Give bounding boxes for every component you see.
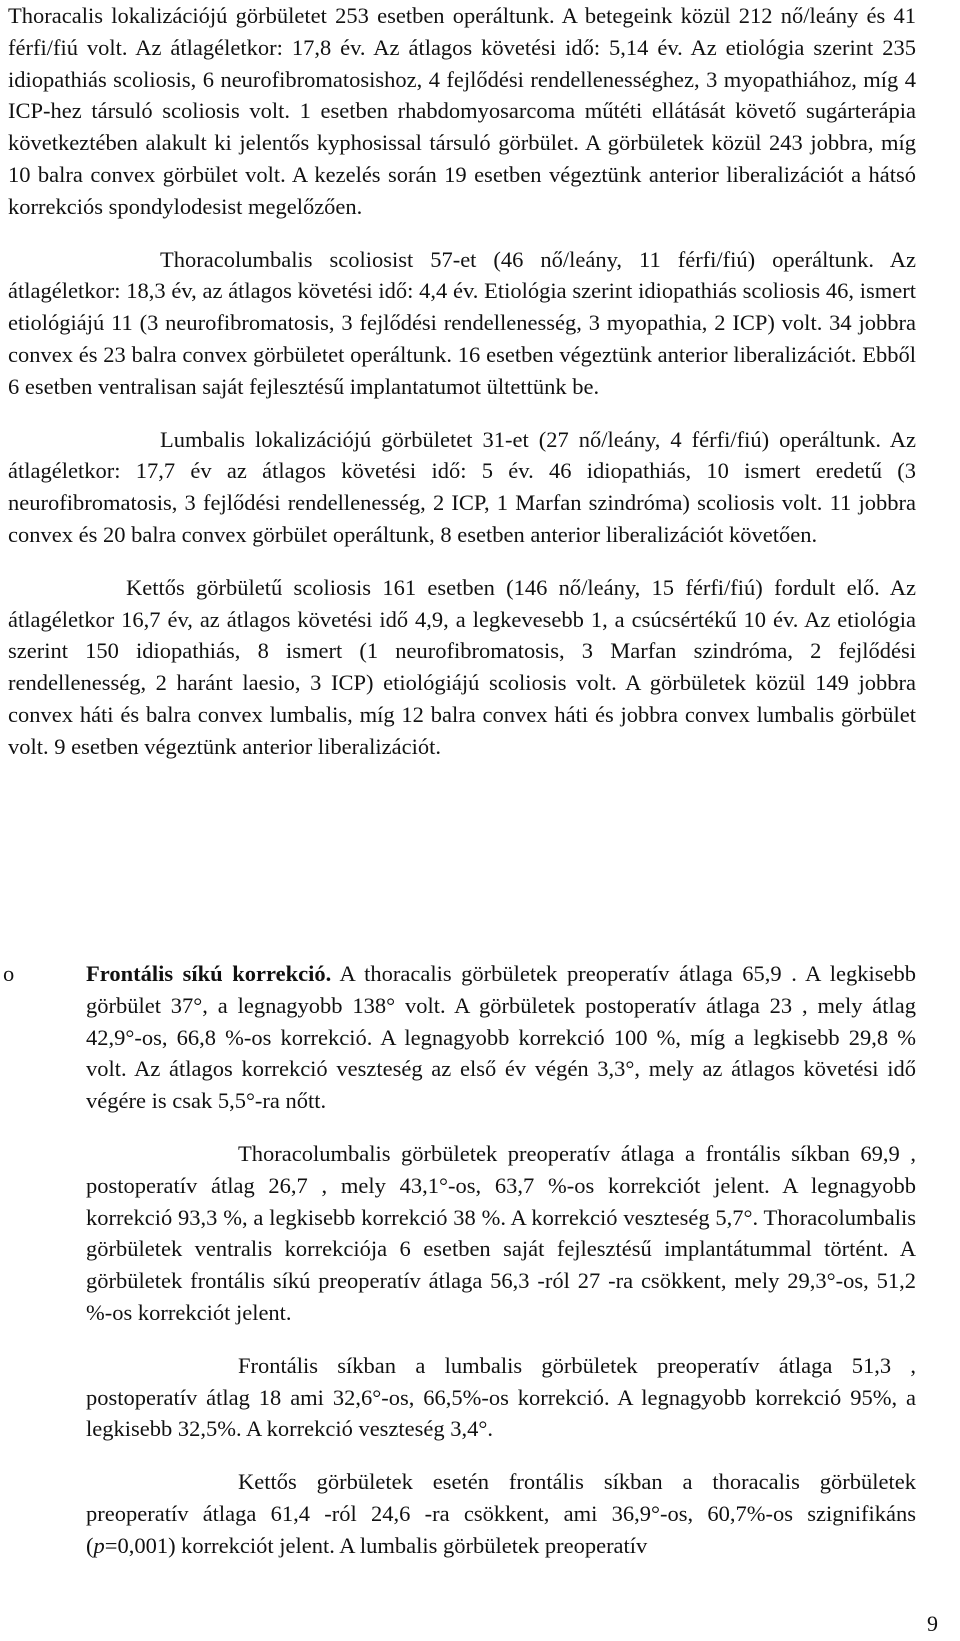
frontal-correction-section [0,958,916,1562]
paragraph-thoracolumbalis: Thoracolumbalis scoliosist 57-et (46 nő/leány, 11 férfi/fiú) operáltunk. Az átlagéletkor: 18,3 év, az átlagos követési idő: 4,4 év. Etiológia szerint idiopathiás scoliosis 46, ismert etiológiájú 11 (3 neurofibromatosis, 3 fejlődési rendellenesség, 3 myopathia, 2 ICP) volt. 34 jobbra convex és 23 balra convex görbületet operáltunk. 16 esetben végeztünk anterior liberalizációt. Ebből 6 esetben ventralisan saját fejlesztésű implantatumot ültettünk be. [8,246,916,399]
paragraph-lumbalis: Lumbalis lokalizációjú görbületet 31-et (27 nő/leány, 4 férfi/fiú) operáltunk. Az átlagéletkor: 17,7 év az átlagos követési idő: 5 év. 46 idiopathiás, 10 ismert eredetű (3 neurofibromatosis, 3 fejlődési rendellenesség, 2 ICP, 1 Marfan szindróma) scoliosis volt. 11 jobbra convex és 20 balra convex görbület operáltunk, 8 esetben anterior liberalizációt követően. [8,426,916,547]
bullet-marker: o [3,961,15,986]
sub-paragraph-lumbalis: Frontális síkban a lumbalis görbületek preoperatív átlaga 51,3 , postoperatív átlag 18 ami 32,6°-os, 66,5%-os korrekció. A legnagyobb korrekció 95%, a legkisebb 32,5%. A korrekció veszteség 3,4°. [86,1352,916,1442]
bullet-body: A thoracalis görbületek preoperatív átlaga 65,9 . A legkisebb görbület 37°, a legnagyobb 138° volt. A görbületek postoperatív átlaga 23 , mely átlag 42,9°-os, 66,8 %-os korrekció. A legnagyobb korrekció 100 %, míg a legkisebb 29,8 % volt. Az átlagos korrekció veszteség az első év végén 3,3°, mely az átlagos követési idő végére is csak 5,5°-ra nőtt. [86,961,916,1114]
p-value-symbol: p [93,1532,105,1558]
paragraph-thoracalis: Thoracalis lokalizációjú görbületet 253 esetben operáltunk. A betegeink közül 212 nő/leány és 41 férfi/fiú volt. Az átlagéletkor: 17,8 év. Az átlagos követési idő: 5,14 év. Az etiológia szerint 235 idiopathiás scoliosis, 6 neurofibromatosishoz, 4 fejlődési rendellenességhez, 3 myopathiához, míg 4 ICP-hez társuló scoliosis volt. 1 esetben rhabdomyosarcoma műtéti ellátását követő sugárterápia következtében alakult ki jelentős kyphosissal társuló görbület. A görbületek közül 243 jobbra, míg 10 balra convex görbület volt. A kezelés során 19 esetben végeztünk anterior liberalizációt a hátsó korrekciós spondylodesist megelőzően. [8,3,916,219]
bullet-heading: Frontális síkú korrekció. [86,961,332,986]
bullet-paragraph [86,958,916,1117]
document-page [8,0,916,763]
sub-paragraph-kettos-tail: =0,001) korrekciót jelent. A lumbalis görbületek preoperatív [104,1532,648,1558]
sub-paragraph-thoracolumbalis: Thoracolumbalis görbületek preoperatív átlaga a frontális síkban 69,9 , postoperatív átlag 26,7 , mely 43,1°-os, 63,7 %-os korrekciót jelent. A legnagyobb korrekció 93,3 %, a legkisebb korrekció 38 %. A korrekció veszteség 5,7°. Thoracolumbalis görbületek ventralis korrekciója 6 esetben saját fejlesztésű implantátummal történt. A görbületek frontális síkú preoperatív átlaga 56,3 -ról 27 -ra csökkent, mely 29,3°-os, 51,2 %-os korrekciót jelent. [86,1140,916,1325]
sub-paragraph-kettos [86,1466,916,1561]
paragraph-kettos-gorbulet: Kettős görbületű scoliosis 161 esetben (146 nő/leány, 15 férfi/fiú) fordult elő. Az átlagéletkor 16,7 év, az átlagos követési idő 4,9, a legkevesebb 1, a csúcsértékű 10 év. Az etiológia szerint 150 idiopathiás, 8 ismert (1 neurofibromatosis, 3 Marfan szindróma, 2 fejlődési rendellenesség, 2 haránt laesio, 3 ICP) etiológiájú scoliosis volt. A görbületek közül 149 jobbra convex háti és balra convex lumbalis, míg 12 balra convex háti és jobbra convex lumbalis görbület volt. 9 esetben végeztünk anterior liberalizációt. [8,574,916,759]
sub-paragraph-kettos-text: Kettős görbületek esetén frontális síkban a thoracalis görbületek preoperatív átlaga 61,4 -ról 24,6 -ra csökkent, ami 36,9°-os, 60,7%-os szignifikáns ( [86,1469,916,1558]
page-number: 9 [927,1611,938,1636]
